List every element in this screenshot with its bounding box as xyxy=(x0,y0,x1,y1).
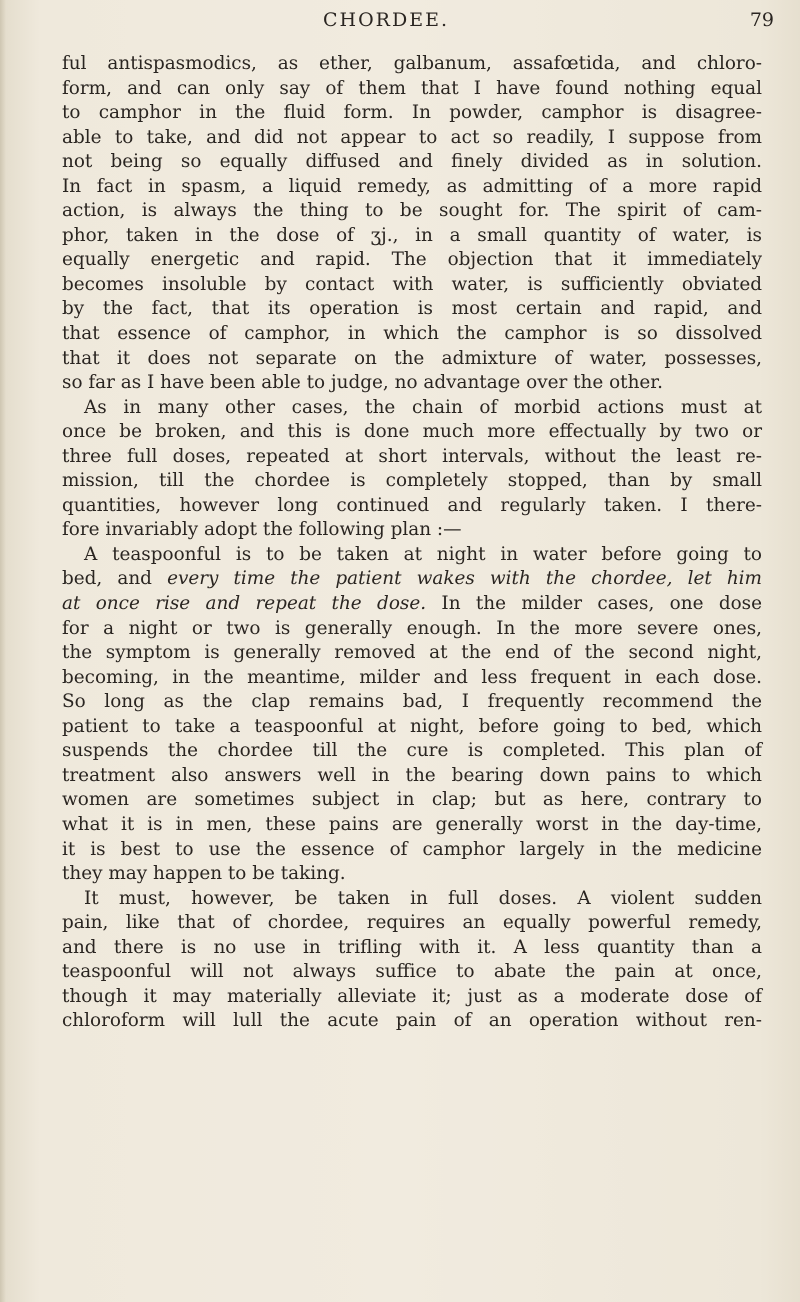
page-number: 79 xyxy=(749,9,774,31)
text-line: teaspoonful will not always suffice to abate the pain at once, xyxy=(62,961,762,983)
text-line: though it may materially alleviate it; just as a moderate dose of xyxy=(62,985,762,1007)
text-line: equally energetic and rapid. The objection that it immediately xyxy=(62,249,762,271)
text-line: In fact in spasm, a liquid remedy, as admitting of a more rapid xyxy=(62,175,762,197)
running-title: CHORDEE. xyxy=(323,9,450,31)
line-roman: bed, and xyxy=(62,568,168,590)
text-line: fore invariably adopt the following plan :— xyxy=(62,519,462,541)
text-line: that it does not separate on the admixture of water, possesses, xyxy=(62,347,762,369)
text-line: for a night or two is generally enough. In the more severe ones, xyxy=(62,617,762,639)
text-line: mission, till the chordee is completely stopped, than by small xyxy=(62,470,762,492)
body-text xyxy=(62,52,762,1034)
text-line: suspends the chordee till the cure is completed. This plan of xyxy=(62,740,762,762)
text-line: women are sometimes subject in clap; but as here, contrary to xyxy=(62,789,762,811)
text-line xyxy=(62,567,762,592)
text-line: that essence of camphor, in which the camphor is so dissolved xyxy=(62,323,762,345)
paragraph-start-line: A teaspoonful is to be taken at night in water before going to xyxy=(84,543,762,565)
running-header xyxy=(0,4,800,36)
paragraph-start-line: As in many other cases, the chain of morbid actions must at xyxy=(84,396,762,418)
text-line xyxy=(62,592,762,617)
text-line: not being so equally diffused and finely divided as in solution. xyxy=(62,151,762,173)
text-line: it is best to use the essence of camphor largely in the medicine xyxy=(62,838,762,860)
text-line: form, and can only say of them that I have found nothing equal xyxy=(62,77,762,99)
line-roman: In the milder cases, one dose xyxy=(426,593,762,615)
paragraph-start-line: It must, however, be taken in full doses. A violent sudden xyxy=(84,887,762,909)
text-line: and there is no use in trifling with it. A less quantity than a xyxy=(62,936,762,958)
text-line: becoming, in the meantime, milder and less frequent in each dose. xyxy=(62,666,762,688)
text-line: becomes insoluble by contact with water, is sufficiently obviated xyxy=(62,273,762,295)
text-line: what it is in men, these pains are generally worst in the day-time, xyxy=(62,813,762,835)
text-line: so far as I have been able to judge, no advantage over the other. xyxy=(62,372,663,394)
text-line: by the fact, that its operation is most certain and rapid, and xyxy=(62,298,762,320)
text-line: the symptom is generally removed at the end of the second night, xyxy=(62,642,762,664)
line-italic: at once rise and repeat the dose. xyxy=(62,593,427,615)
text-line: they may happen to be taking. xyxy=(62,863,346,885)
text-line: action, is always the thing to be sought for. The spirit of cam- xyxy=(62,200,762,222)
text-line: ful antispasmodics, as ether, galbanum, assafœtida, and chloro- xyxy=(62,53,762,74)
text-line: pain, like that of chordee, requires an equally powerful remedy, xyxy=(62,912,762,934)
page-binding-shadow xyxy=(0,0,6,1302)
text-line: So long as the clap remains bad, I frequently recommend the xyxy=(62,691,762,713)
text-line: chloroform will lull the acute pain of an operation without ren- xyxy=(62,1010,762,1032)
text-line: phor, taken in the dose of ʒj., in a small quantity of water, is xyxy=(62,224,762,246)
text-line: treatment also answers well in the bearing down pains to which xyxy=(62,764,762,786)
text-line: able to take, and did not appear to act so readily, I suppose from xyxy=(62,126,762,148)
text-line: to camphor in the fluid form. In powder, camphor is disagree- xyxy=(62,102,762,124)
text-line: three full doses, repeated at short intervals, without the least re- xyxy=(62,445,762,467)
text-line: patient to take a teaspoonful at night, before going to bed, which xyxy=(62,715,762,737)
text-line: once be broken, and this is done much more effectually by two or xyxy=(62,421,762,443)
line-italic: every time the patient wakes with the chordee, let him xyxy=(167,568,762,590)
text-line: quantities, however long continued and regularly taken. I there- xyxy=(62,494,762,516)
